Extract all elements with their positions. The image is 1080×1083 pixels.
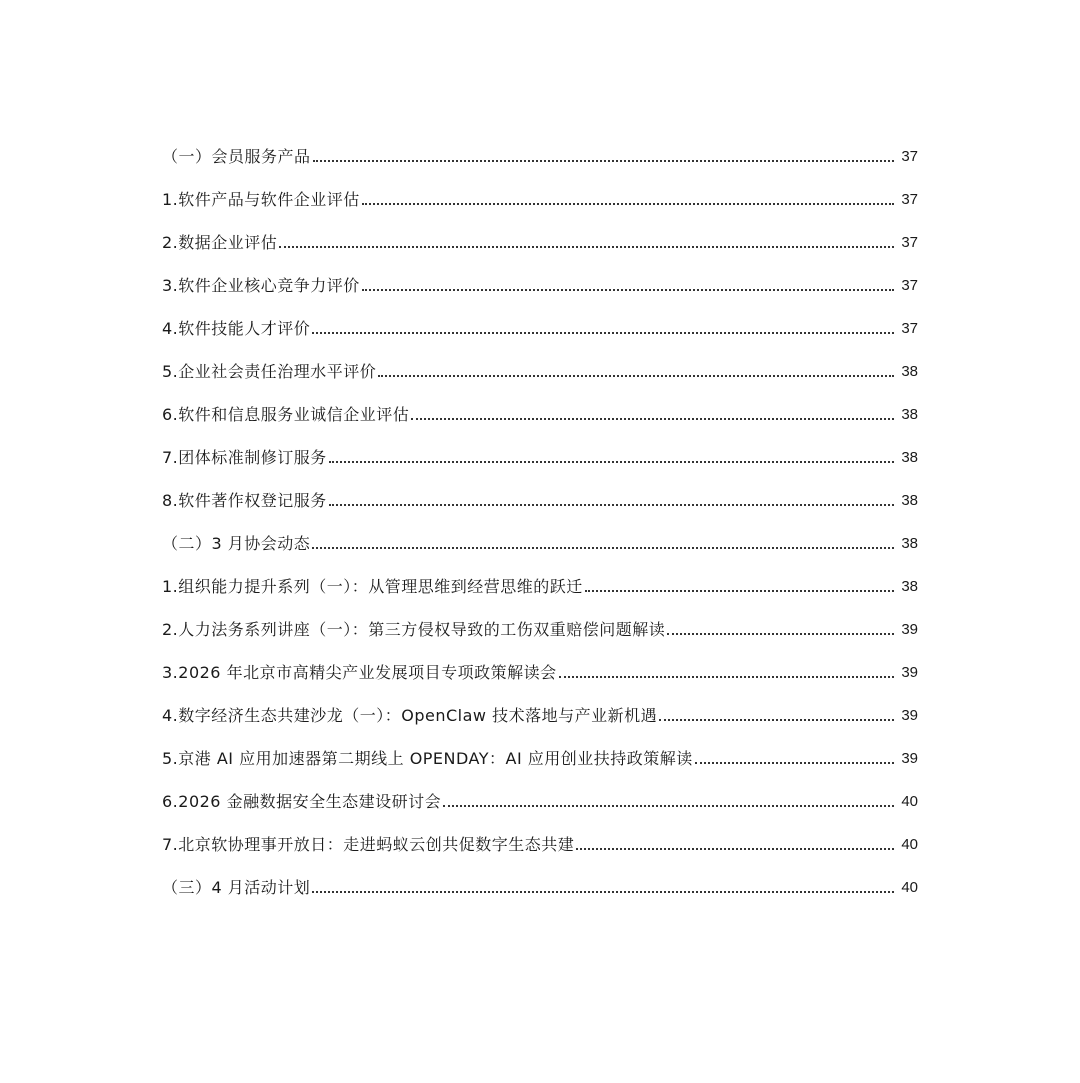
toc-entry[interactable] <box>162 687 918 730</box>
toc-entry[interactable] <box>162 859 918 902</box>
dot-leader <box>312 331 894 334</box>
dot-leader <box>329 503 894 506</box>
dot-leader <box>411 417 894 420</box>
toc-entry-title: 1.软件产品与软件企业评估 <box>162 190 360 209</box>
toc-entry[interactable] <box>162 816 918 859</box>
toc-entry-title: 5.企业社会责任治理水平评价 <box>162 362 377 381</box>
toc-entry-title: （二）3 月协会动态 <box>162 534 311 553</box>
table-of-contents <box>162 128 918 902</box>
toc-entry[interactable] <box>162 386 918 429</box>
toc-entry-title: （一）会员服务产品 <box>162 147 311 166</box>
toc-entry[interactable] <box>162 214 918 257</box>
toc-entry-title: （三）4 月活动计划 <box>162 878 311 897</box>
toc-entry-title: 1.组织能力提升系列（一）：从管理思维到经营思维的跃迁 <box>162 577 583 596</box>
toc-entry-page-number: 39 <box>901 621 918 638</box>
toc-entry-page-number: 38 <box>901 449 918 466</box>
toc-entry-title: 3.2026 年北京市高精尖产业发展项目专项政策解读会 <box>162 663 557 682</box>
toc-entry-page-number: 38 <box>901 535 918 552</box>
toc-entry-title: 8.软件著作权登记服务 <box>162 491 327 510</box>
toc-entry-page-number: 38 <box>901 406 918 423</box>
toc-entry[interactable] <box>162 300 918 343</box>
dot-leader <box>585 589 894 592</box>
toc-entry-page-number: 37 <box>901 277 918 294</box>
toc-entry[interactable] <box>162 644 918 687</box>
toc-entry[interactable] <box>162 128 918 171</box>
dot-leader <box>279 245 894 248</box>
toc-entry-page-number: 40 <box>901 836 918 853</box>
toc-entry-title: 2.数据企业评估 <box>162 233 278 252</box>
toc-entry[interactable] <box>162 257 918 300</box>
toc-entry-page-number: 37 <box>901 191 918 208</box>
toc-entry-title: 3.软件企业核心竞争力评价 <box>162 276 360 295</box>
toc-entry[interactable] <box>162 171 918 214</box>
dot-leader <box>313 159 894 162</box>
toc-entry-title: 2.人力法务系列讲座（一）：第三方侵权导致的工伤双重赔偿问题解读 <box>162 620 666 639</box>
toc-entry[interactable] <box>162 601 918 644</box>
toc-entry[interactable] <box>162 429 918 472</box>
toc-entry-page-number: 40 <box>901 879 918 896</box>
toc-entry-page-number: 38 <box>901 492 918 509</box>
dot-leader <box>362 288 894 291</box>
dot-leader <box>362 202 894 205</box>
toc-entry-page-number: 37 <box>901 148 918 165</box>
toc-entry-title: 4.软件技能人才评价 <box>162 319 311 338</box>
dot-leader <box>312 546 894 549</box>
dot-leader <box>695 761 894 764</box>
toc-entry-page-number: 37 <box>901 234 918 251</box>
dot-leader <box>667 632 894 635</box>
toc-entry[interactable] <box>162 472 918 515</box>
toc-entry-page-number: 38 <box>901 578 918 595</box>
toc-entry-title: 5.京港 AI 应用加速器第二期线上 OPENDAY：AI 应用创业扶持政策解读 <box>162 749 693 768</box>
toc-entry-title: 7.团体标准制修订服务 <box>162 448 327 467</box>
dot-leader <box>443 804 894 807</box>
dot-leader <box>378 374 894 377</box>
dot-leader <box>312 890 894 893</box>
dot-leader <box>329 460 894 463</box>
toc-entry-page-number: 39 <box>901 750 918 767</box>
toc-entry[interactable] <box>162 343 918 386</box>
toc-entry-title: 7.北京软协理事开放日：走进蚂蚁云创共促数字生态共建 <box>162 835 575 854</box>
toc-entry-page-number: 37 <box>901 320 918 337</box>
toc-entry[interactable] <box>162 730 918 773</box>
toc-entry-page-number: 39 <box>901 664 918 681</box>
toc-entry[interactable] <box>162 558 918 601</box>
toc-entry-page-number: 38 <box>901 363 918 380</box>
toc-entry[interactable] <box>162 773 918 816</box>
toc-entry-page-number: 39 <box>901 707 918 724</box>
toc-entry-page-number: 40 <box>901 793 918 810</box>
dot-leader <box>559 675 894 678</box>
toc-entry[interactable] <box>162 515 918 558</box>
dot-leader <box>576 847 894 850</box>
toc-entry-title: 6.2026 金融数据安全生态建设研讨会 <box>162 792 442 811</box>
toc-entry-title: 4.数字经济生态共建沙龙（一）：OpenClaw 技术落地与产业新机遇 <box>162 706 658 725</box>
toc-entry-title: 6.软件和信息服务业诚信企业评估 <box>162 405 410 424</box>
dot-leader <box>659 718 894 721</box>
